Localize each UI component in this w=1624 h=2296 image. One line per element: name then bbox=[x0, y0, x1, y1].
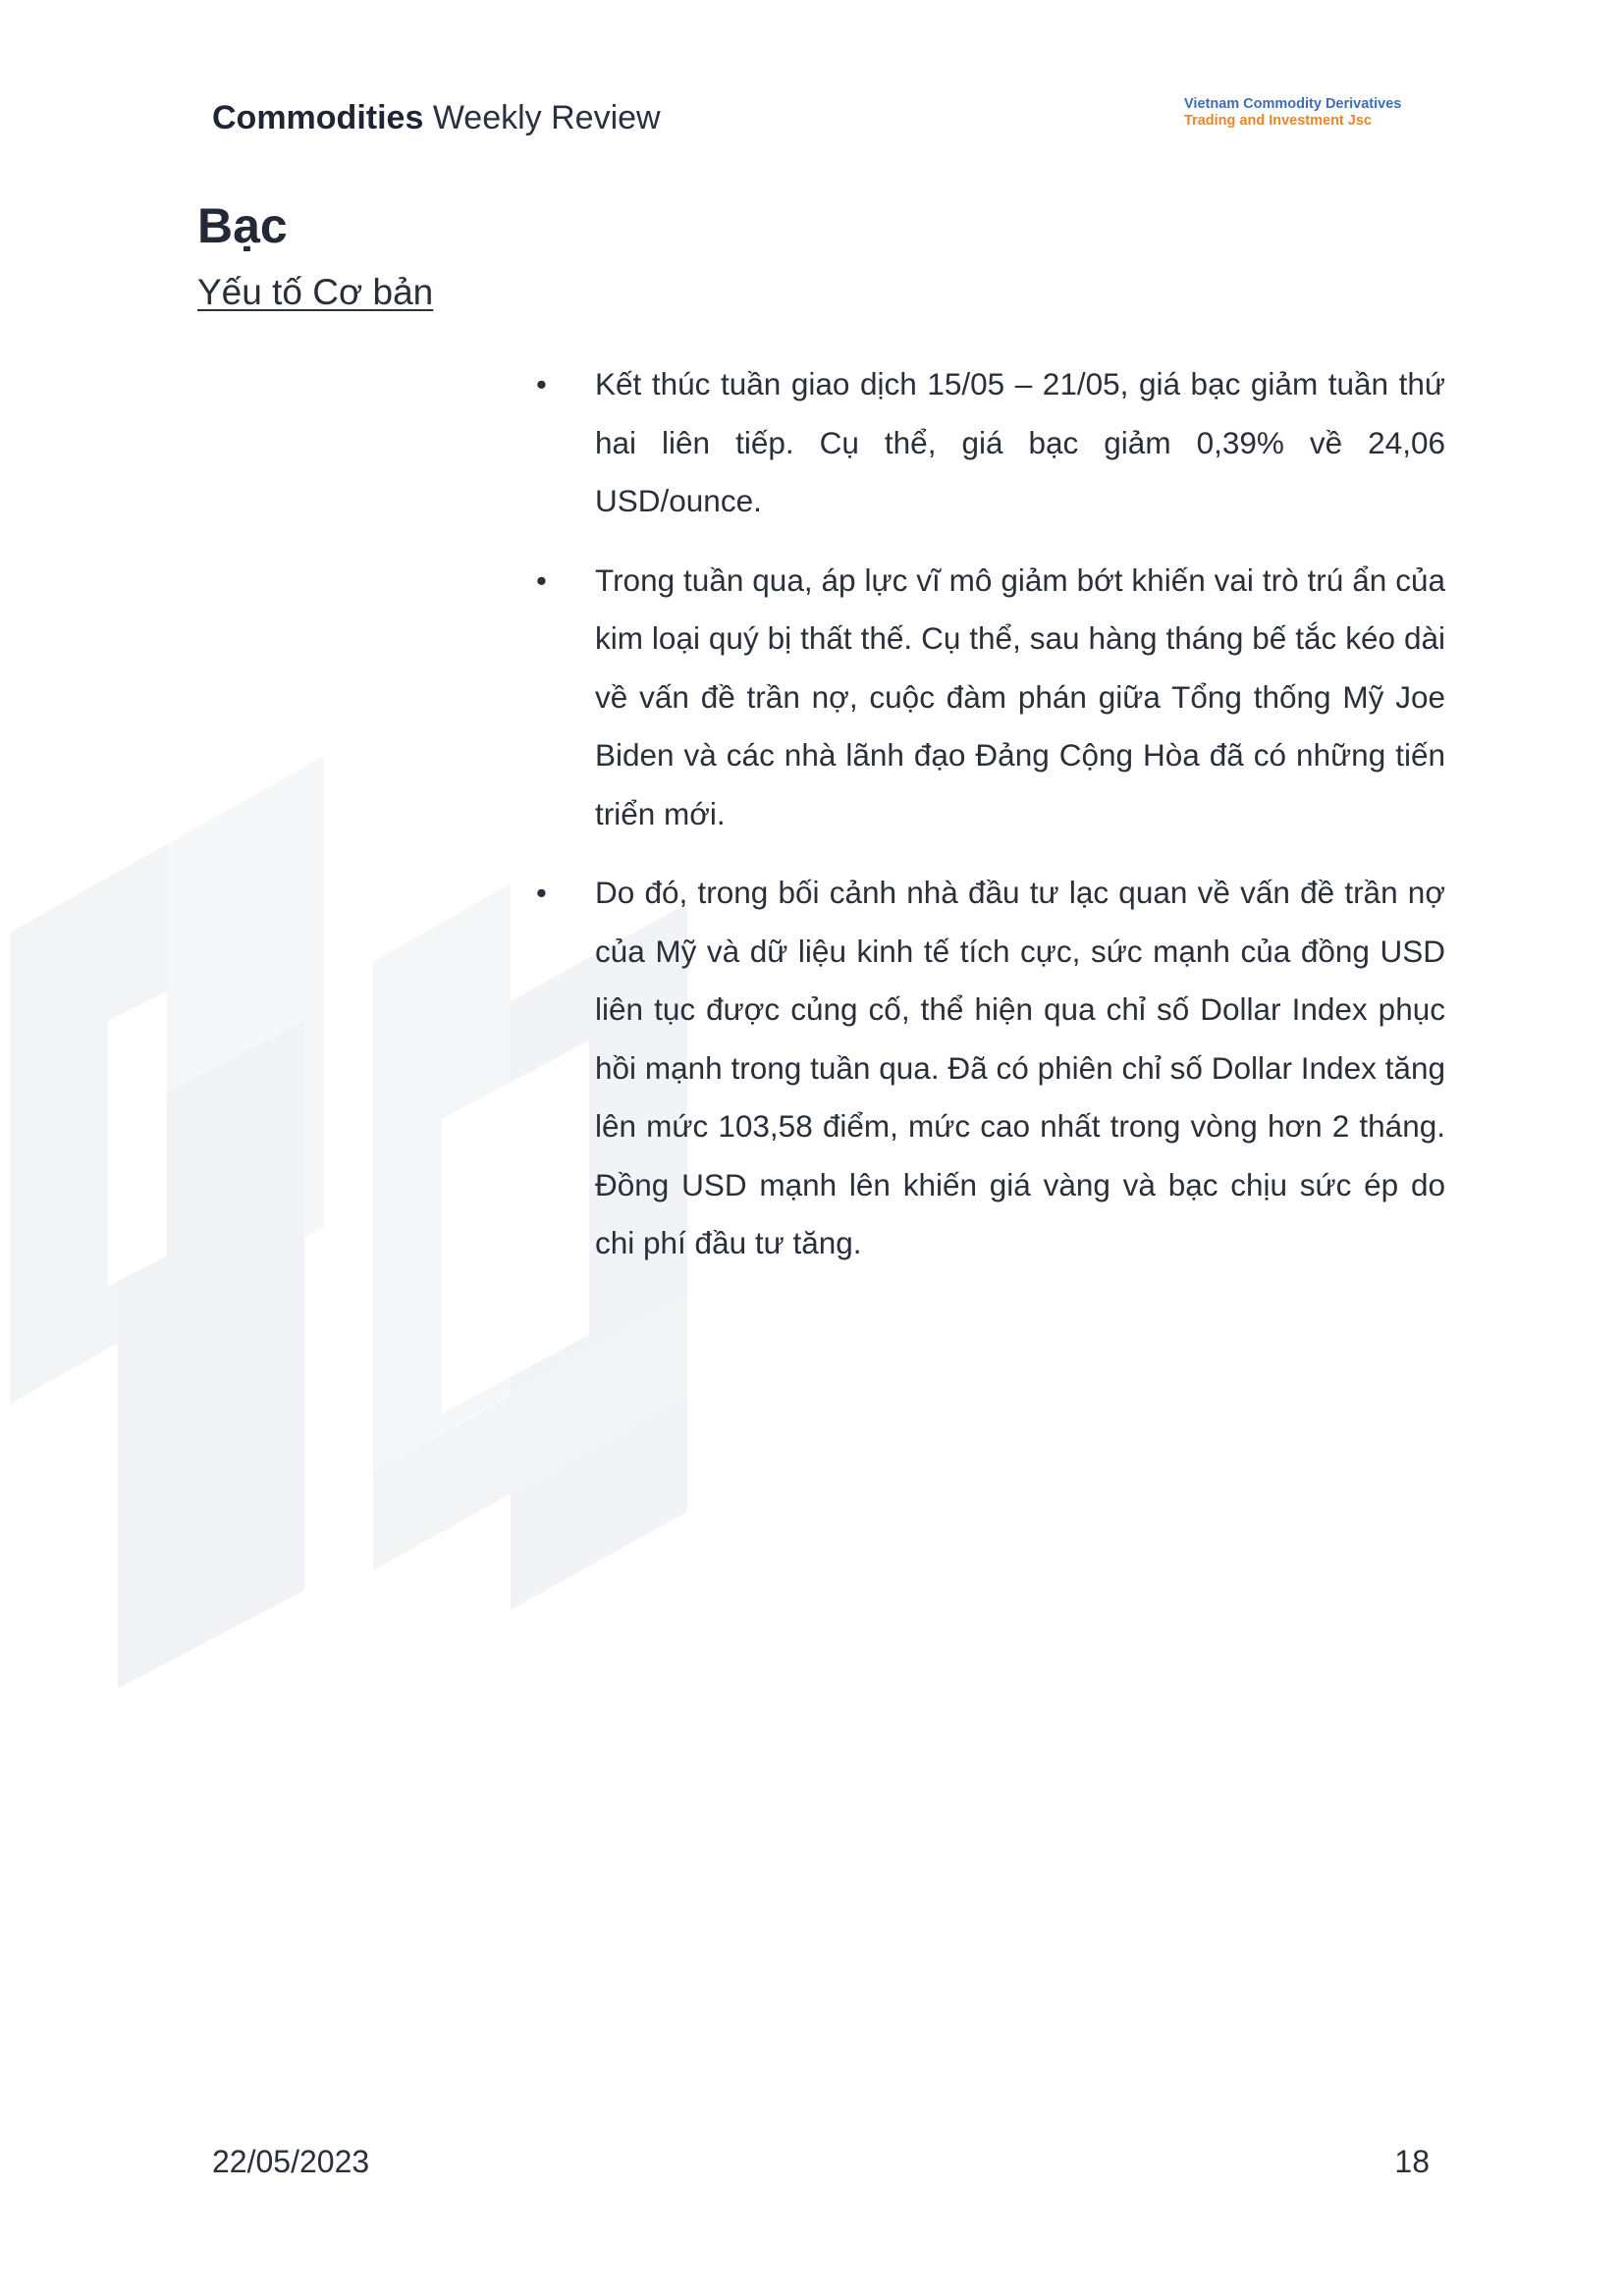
report-title bbox=[212, 96, 661, 139]
section-subtitle: Yếu tố Cơ bản bbox=[197, 272, 434, 312]
section-title: Bạc bbox=[197, 198, 288, 253]
bullet-marker: • bbox=[536, 876, 547, 910]
bullet-item bbox=[536, 355, 1445, 531]
company-logo-line1: Vietnam Commodity Derivatives bbox=[1184, 96, 1402, 112]
company-logo bbox=[1184, 96, 1420, 130]
page-header bbox=[212, 96, 1420, 145]
bullet-marker: • bbox=[536, 367, 547, 401]
bullet-text: Do đó, trong bối cảnh nhà đầu tư lạc quan về vấn đề trần nợ của Mỹ và dữ liệu kinh tế tích cực, sức mạnh của đồng USD liên tục được củng cố, thể hiện qua chỉ số Dollar Index phục hồi mạnh trong tuần qua. Đã có phiên chỉ số Dollar Index tăng lên mức 103,58 điểm, mức cao nhất trong vòng hơn 2 tháng. Đồng USD mạnh lên khiến giá vàng và bạc chịu sức ép do chi phí đầu tư tăng. bbox=[595, 875, 1445, 1260]
bullet-item bbox=[536, 864, 1445, 1273]
bullet-text: Kết thúc tuần giao dịch 15/05 – 21/05, giá bạc giảm tuần thứ hai liên tiếp. Cụ thể, giá bạc giảm 0,39% về 24,06 USD/ounce. bbox=[595, 366, 1445, 518]
company-logo-line2: Trading and Investment Jsc bbox=[1184, 113, 1372, 129]
bullet-item bbox=[536, 552, 1445, 844]
page-number: 18 bbox=[1394, 2144, 1430, 2179]
bullet-marker: • bbox=[536, 562, 547, 598]
bullet-text: Trong tuần qua, áp lực vĩ mô giảm bớt khiến vai trò trú ẩn của kim loại quý bị thất thế. Cụ thể, sau hàng tháng bế tắc kéo dài về vấn đề trần nợ, cuộc đàm phán giữa Tổng thống Mỹ Joe Biden và các nhà lãnh đạo Đảng Cộng Hòa đã có những tiến triển mới. bbox=[595, 561, 1445, 831]
footer-date: 22/05/2023 bbox=[212, 2144, 370, 2179]
bullet-list bbox=[536, 355, 1445, 1294]
report-title-bold: Commodities bbox=[212, 99, 424, 136]
report-title-rest: Weekly Review bbox=[432, 99, 661, 136]
